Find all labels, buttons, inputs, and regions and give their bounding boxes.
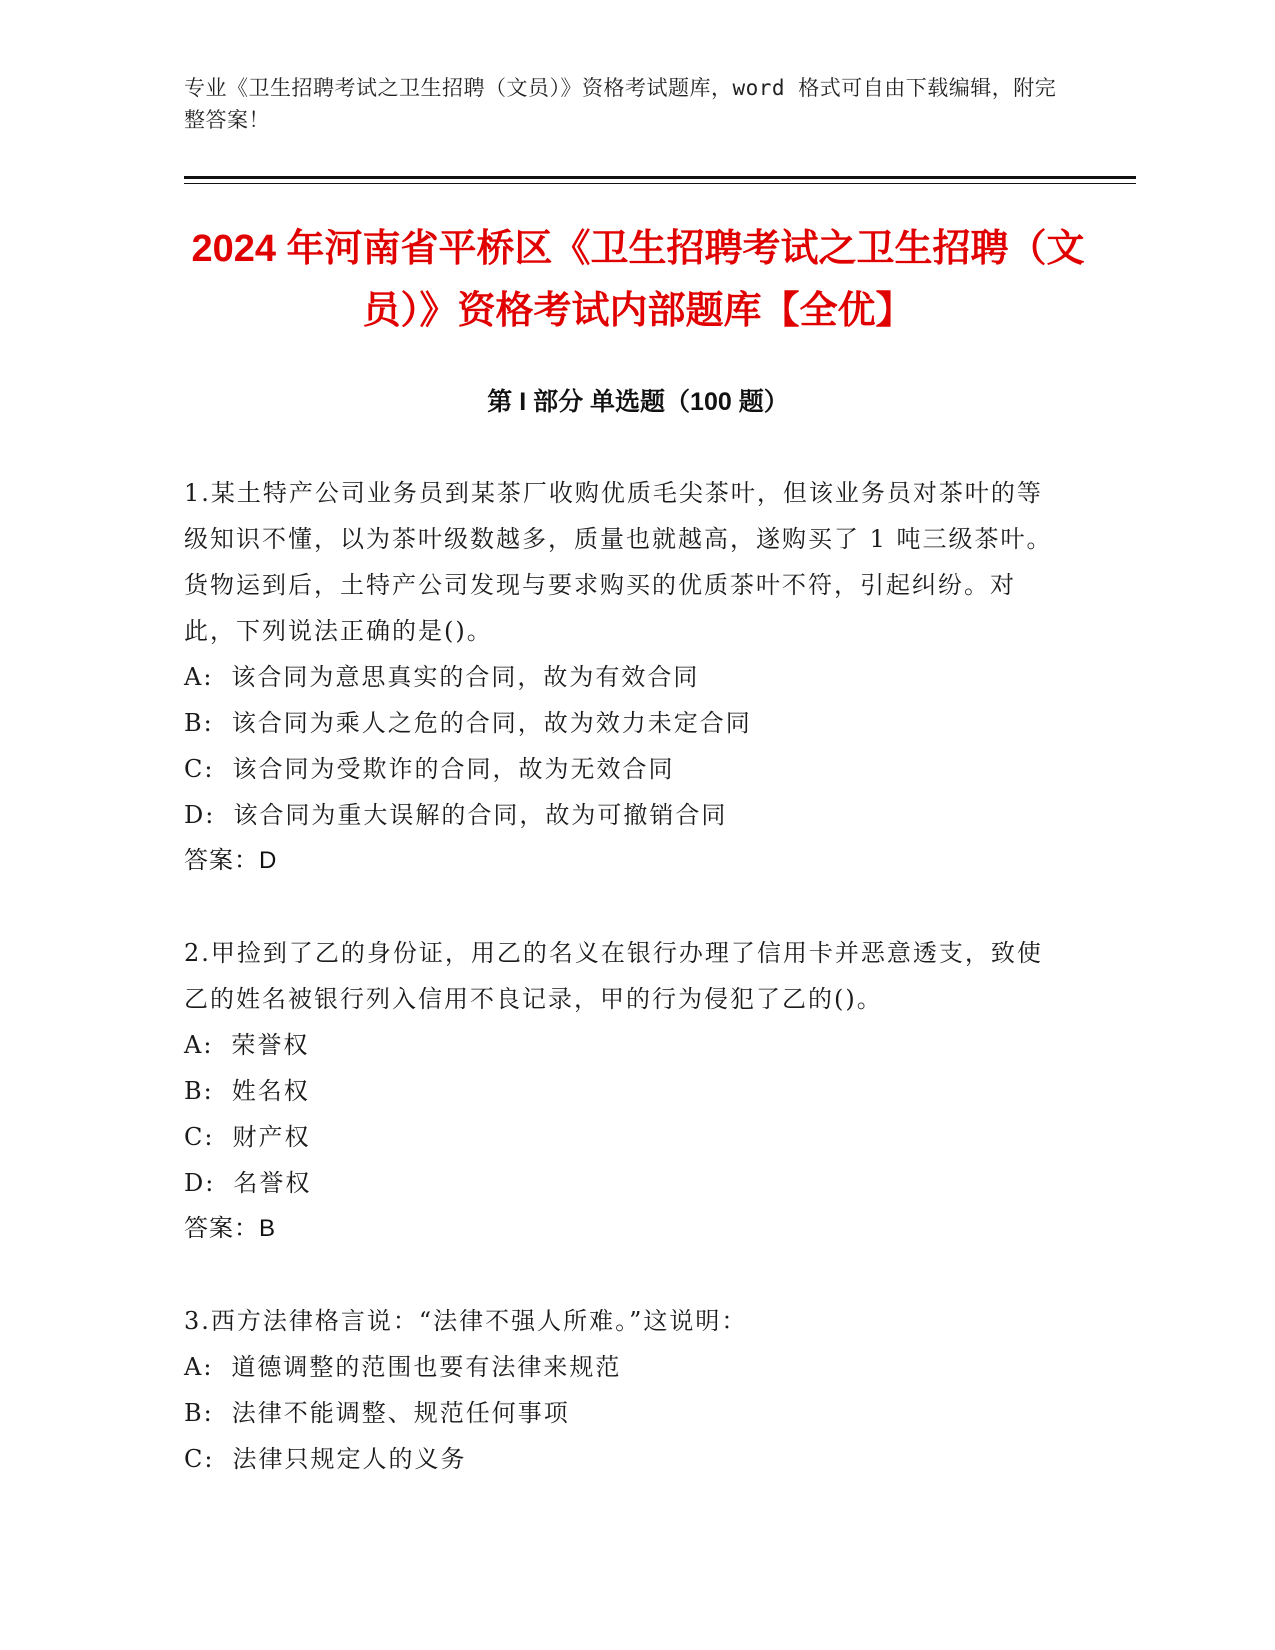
option-a	[184, 1022, 1064, 1068]
option-letter: A:	[184, 1031, 214, 1059]
header-divider-thick	[184, 176, 1136, 179]
option-letter: B:	[184, 709, 214, 737]
option-b	[184, 1390, 1064, 1436]
option-letter: B:	[184, 1399, 214, 1427]
option-text: 财产权	[232, 1123, 311, 1151]
document-header: 专业《卫生招聘考试之卫生招聘（文员）》资格考试题库，word 格式可自由下载编辑，附完整答案！	[184, 76, 1057, 132]
question-2	[184, 930, 1064, 1252]
answer-line: 答案：B	[184, 1215, 277, 1242]
header-divider-thin	[184, 183, 1136, 184]
option-letter: B:	[184, 1077, 214, 1105]
option-letter: D:	[184, 801, 216, 829]
option-text: 法律只规定人的义务	[232, 1445, 467, 1473]
option-c	[184, 1114, 1064, 1160]
option-text: 该合同为意思真实的合同，故为有效合同	[231, 663, 700, 691]
option-text: 姓名权	[231, 1077, 310, 1105]
option-d	[184, 792, 1064, 838]
question-3	[184, 1298, 1064, 1482]
question-stem: 1.某土特产公司业务员到某茶厂收购优质毛尖茶叶，但该业务员对茶叶的等级知识不懂，以为茶叶级数越多，质量也就越高，遂购买了 1 吨三级茶叶。货物运到后，土特产公司发现与要求购买的优质茶叶不符，引起纠纷。对此，下列说法正确的是()。	[184, 479, 1053, 645]
option-text: 法律不能调整、规范任何事项	[231, 1399, 570, 1427]
option-text: 荣誉权	[231, 1031, 310, 1059]
question-stem: 3.西方法律格言说：“法律不强人所难。”这说明：	[184, 1307, 748, 1335]
section-title: 第 I 部分 单选题（100 题）	[487, 388, 789, 416]
option-letter: A:	[184, 1353, 214, 1381]
option-text: 名誉权	[233, 1169, 312, 1197]
answer-line: 答案：D	[184, 847, 278, 874]
option-letter: C:	[184, 755, 215, 783]
option-text: 该合同为受欺诈的合同，故为无效合同	[232, 755, 675, 783]
option-c	[184, 1436, 1064, 1482]
option-d	[184, 1160, 1064, 1206]
option-letter: D:	[184, 1169, 216, 1197]
option-letter: C:	[184, 1123, 215, 1151]
option-text: 该合同为重大误解的合同，故为可撤销合同	[233, 801, 728, 829]
question-1	[184, 470, 1064, 884]
option-a	[184, 1344, 1064, 1390]
option-b	[184, 700, 1064, 746]
question-list	[184, 470, 1064, 1528]
option-c	[184, 746, 1064, 792]
option-text: 道德调整的范围也要有法律来规范	[231, 1353, 622, 1381]
option-letter: C:	[184, 1445, 215, 1473]
document-title: 2024 年河南省平桥区《卫生招聘考试之卫生招聘（文员）》资格考试内部题库【全优】	[191, 228, 1085, 332]
option-a	[184, 654, 1064, 700]
option-letter: A:	[184, 663, 214, 691]
option-text: 该合同为乘人之危的合同，故为效力未定合同	[231, 709, 752, 737]
question-stem: 2.甲捡到了乙的身份证，用乙的名义在银行办理了信用卡并恶意透支，致使乙的姓名被银行列入信用不良记录，甲的行为侵犯了乙的()。	[184, 939, 1043, 1013]
option-b	[184, 1068, 1064, 1114]
